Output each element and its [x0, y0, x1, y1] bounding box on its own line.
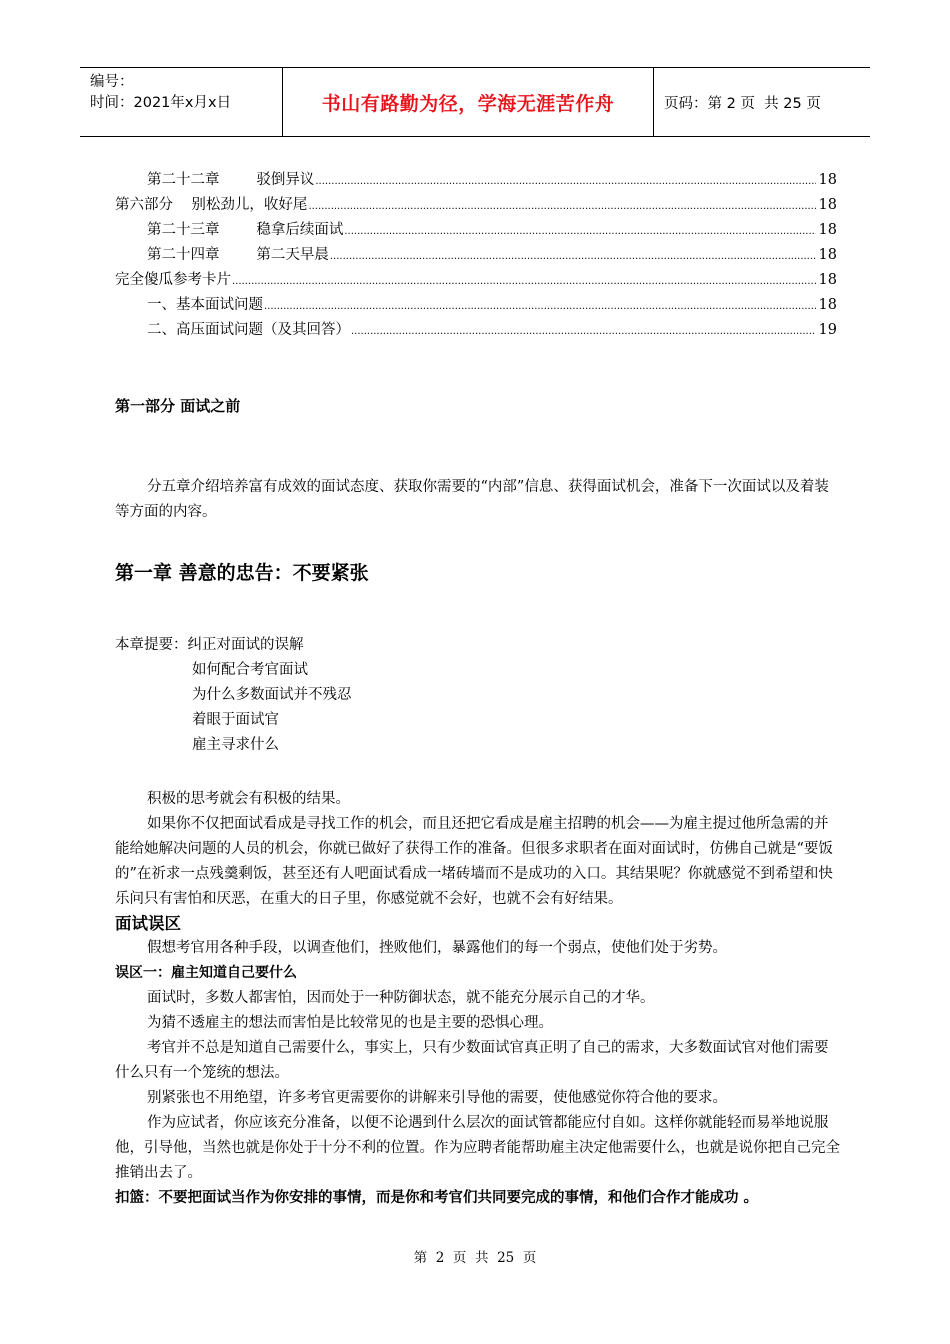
chapter-summary [115, 633, 840, 758]
toc-entry-label: 完全傻瓜参考卡片 [115, 272, 231, 288]
part-title: 第一部分 面试之前 [115, 397, 241, 415]
header-date-label: 时间：2021年x月x日 [90, 95, 232, 111]
toc-entry-page: 18 [818, 222, 837, 238]
toc-entry[interactable] [115, 193, 837, 218]
toc-leader [308, 197, 816, 213]
myth-title: 误区一：雇主知道自己要什么 [115, 965, 297, 981]
page-header [80, 67, 870, 137]
intro-paragraph: 分五章介绍培养富有成效的面试态度、获取你需要的“内部”信息、获得面试机会，准备下一次面试以及着装等方面的内容。 [115, 479, 829, 520]
summary-item: 为什么多数面试并不残忍 [192, 687, 352, 703]
header-page-info-text: 页码：第 2 页 共 25 页 [664, 95, 821, 112]
toc-entry-label: 第二十三章 稳拿后续面试 [147, 222, 344, 238]
toc-entry-label: 第二十四章 第二天早晨 [147, 247, 329, 263]
chapter-title: 第一章 善意的忠告：不要紧张 [115, 562, 369, 584]
toc-leader [330, 247, 816, 263]
footer-page-number: 第 2 页 共 25 页 [413, 1250, 537, 1266]
toc-entry-label: 第二十二章 驳倒异议 [147, 172, 315, 188]
body-paragraph: 为猜不透雇主的想法而害怕是比较常见的也是主要的恐惧心理。 [147, 1015, 553, 1031]
toc-entry[interactable] [115, 293, 837, 318]
toc-entry-label: 第六部分 别松劲儿，收好尾 [115, 197, 308, 213]
toc-entry-page: 19 [818, 322, 837, 338]
toc-leader [351, 322, 816, 338]
toc-leader [264, 297, 816, 313]
page-footer [0, 1246, 950, 1266]
summary-item: 着眼于面试官 [192, 712, 279, 728]
summary-item: 雇主寻求什么 [192, 737, 279, 753]
body-paragraph: 考官并不总是知道自己需要什么，事实上，只有少数面试官真正明了自己的需求，大多数面试官对他们需要什么只有一个笼统的想法。 [115, 1040, 829, 1081]
toc-entry[interactable] [115, 218, 837, 243]
summary-label: 本章提要：纠正对面试的误解 [115, 637, 304, 653]
header-motto: 书山有路勤为径，学海无涯苦作舟 [282, 68, 654, 136]
toc-entry[interactable] [115, 268, 837, 293]
toc-leader [232, 272, 816, 288]
body-paragraph: 如果你不仅把面试看成是寻找工作的机会，而且还把它看成是雇主招聘的机会——为雇主提过他所急需的并能给她解决问题的人员的机会，你就已做好了获得工作的准备。但很多求职者在面对面试时，仿佛自己就是“要饭的”在祈求一点残羹剩饭，甚至还有人吧面试看成一堵砖墙而不是成功的入口。其结果呢？你就感觉不到希望和快乐问只有害怕和厌恶，在重大的日子里，你感觉就不会好，也就不会有好结果。 [115, 816, 833, 907]
header-meta [80, 68, 282, 136]
toc-leader [344, 222, 816, 238]
body-paragraph: 积极的思考就会有积极的结果。 [147, 791, 350, 807]
toc-entry[interactable] [115, 318, 837, 343]
toc-entry-page: 18 [818, 172, 837, 188]
table-of-contents [115, 168, 837, 343]
body-paragraph: 作为应试者，你应该充分准备，以便不论遇到什么层次的面试管都能应付自如。这样你就能轻而易举地说服他，引导他，当然也就是你处于十分不利的位置。作为应聘者能帮助雇主决定他需要什么，也就是说你把自己完全推销出去了。 [115, 1115, 840, 1181]
header-number-label: 编号： [90, 74, 134, 90]
header-page-info [654, 68, 870, 136]
toc-entry-page: 18 [818, 272, 837, 288]
body-paragraph: 别紧张也不用绝望，许多考官更需要你的讲解来引导他的需要，使他感觉你符合他的要求。 [147, 1090, 727, 1106]
chapter-body [115, 787, 840, 1211]
toc-entry-page: 18 [818, 247, 837, 263]
toc-entry-page: 18 [818, 297, 837, 313]
toc-entry[interactable] [115, 243, 837, 268]
body-paragraph: 面试时，多数人都害怕，因而处于一种防御状态，就不能充分展示自己的才华。 [147, 990, 655, 1006]
section-intro: 假想考官用各种手段，以调查他们，挫败他们，暴露他们的每一个弱点，使他们处于劣势。 [147, 940, 727, 956]
section-title: 面试误区 [115, 914, 181, 933]
key-line: 扣篮：不要把面试当作为你安排的事情，而是你和考官们共同要完成的事情，和他们合作才能成功 。 [115, 1190, 759, 1206]
toc-entry-label: 一、基本面试问题 [147, 297, 263, 313]
summary-item: 如何配合考官面试 [192, 662, 308, 678]
toc-entry-label: 二、高压面试问题（及其回答） [147, 322, 350, 338]
toc-entry-page: 18 [818, 197, 837, 213]
toc-leader [315, 172, 816, 188]
toc-entry[interactable] [115, 168, 837, 193]
